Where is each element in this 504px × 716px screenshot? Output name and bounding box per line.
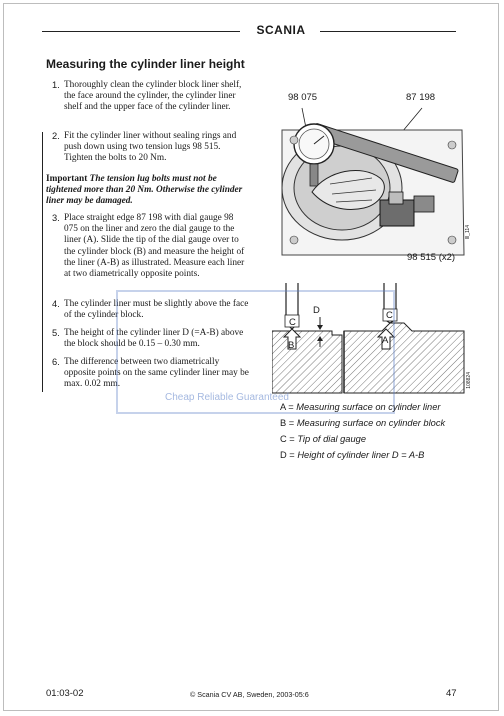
step-text: The height of the cylinder liner D (=A-B) above the block should be 0.15 – 0.30 mm. (64, 328, 244, 350)
important-label: Important (46, 174, 88, 184)
legend-item-c: C = Tip of dial gauge (280, 434, 366, 444)
header-rule-left (42, 31, 240, 32)
page-title: Measuring the cylinder liner height (46, 57, 245, 71)
step-2 (52, 131, 242, 165)
step-text: The cylinder liner must be slightly above the face of the cylinder block. (64, 299, 249, 321)
label-dial-gauge: 98 075 (288, 92, 318, 103)
legend-item-d: D = Height of cylinder liner D = A-B (280, 450, 425, 460)
copyright-text: Scania CV AB, Sweden, 2003-05:6 (197, 690, 309, 699)
watermark-text: Cheap Reliable Guaranteed (165, 392, 289, 403)
footer-code: 01:03-02 (46, 688, 84, 699)
figure-code-top: Ill_114 (465, 225, 471, 240)
change-bar (42, 132, 43, 392)
footer-copyright (190, 690, 309, 699)
label-c-left: C (289, 317, 296, 328)
important-note (46, 174, 246, 208)
step-text: The difference between two diametrically opposite points on the same cylinder liner may be max. 0.02 mm. (64, 357, 249, 390)
step-number: 1. (52, 80, 60, 90)
label-d: D (313, 305, 320, 316)
step-number: 3. (52, 213, 60, 223)
label-tension-lugs: 98 515 (x2) (407, 252, 456, 263)
step-3 (52, 213, 245, 291)
step-number: 4. (52, 299, 60, 309)
step-number: 5. (52, 328, 60, 338)
label-straight-edge: 87 198 (406, 92, 436, 103)
page-number: 47 (446, 688, 457, 699)
step-text: Thoroughly clean the cylinder block liner shelf, the face around the cylinder, the cylinder liner shelf and the upper face of the cylinder liner. (64, 80, 242, 113)
step-number: 6. (52, 357, 60, 367)
legend-item-b: B = Measuring surface on cylinder block (280, 418, 446, 428)
step-number: 2. (52, 131, 60, 141)
copyright-symbol: © (190, 690, 196, 699)
label-b: B (288, 340, 295, 351)
step-text: Place straight edge 87 198 with dial gauge 98 075 on the liner and zero the dial gauge to the liner (A). Slide the tip of the dial gauge over to the cylinder block (B) and measure the height of the liner (A-B) as illustrated. Measure each liner at two diametrically opposite points. (64, 213, 245, 280)
tool-illustration (272, 100, 472, 270)
scania-logo: SCANIA (256, 23, 306, 37)
step-1 (52, 80, 242, 124)
label-a: A (382, 335, 389, 346)
header-rule-right (320, 31, 456, 32)
figure-code-bottom: 108824 (466, 372, 472, 389)
legend-item-a: A = Measuring surface on cylinder liner (280, 402, 441, 412)
important-text: The tension lug bolts must not be tightened more than 20 Nm. Otherwise the cylinder liner may be damaged. (46, 174, 243, 207)
step-text: Fit the cylinder liner without sealing rings and push down using two tension lugs 98 515. Tighten the bolts to 20 Nm. (64, 131, 237, 164)
label-c-right: C (386, 310, 393, 321)
